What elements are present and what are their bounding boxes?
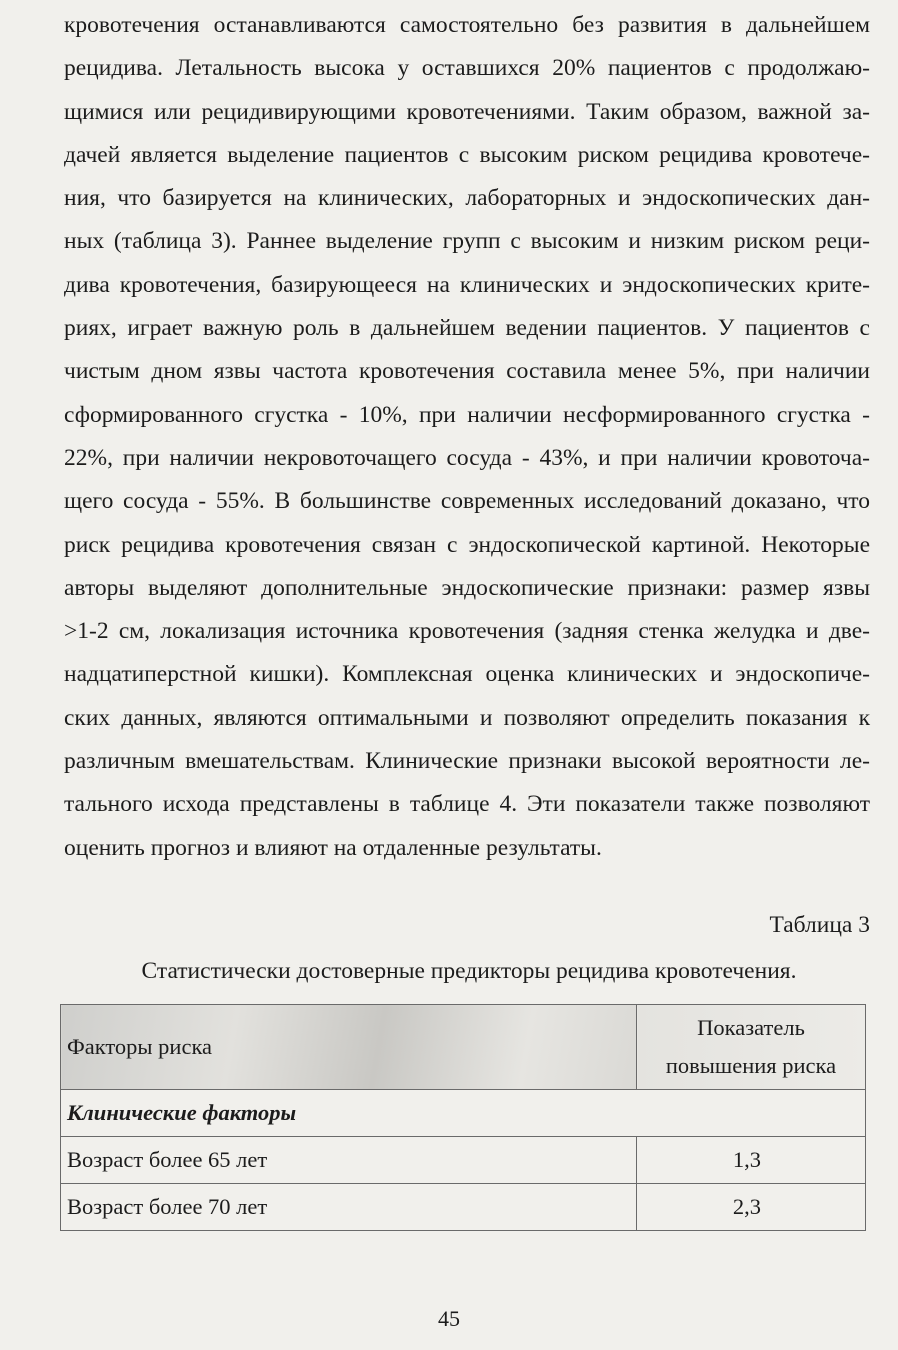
text-line: риях, играет важную роль в дальнейшем ведении пациентов. У пациентов с: [64, 315, 870, 342]
text-line: сформированного сгустка - 10%, при наличии несформированного сгустка -: [64, 401, 870, 428]
header-risk-index: [637, 1005, 866, 1090]
body-paragraph: [64, 4, 870, 870]
header-risk-index-line2: повышения риска: [665, 1053, 837, 1078]
table-row: [61, 1184, 866, 1231]
header-risk-index-line1: Показатель: [697, 1015, 805, 1040]
value-cell: 2,3: [637, 1184, 866, 1231]
factor-cell: Возраст более 65 лет: [61, 1137, 637, 1184]
text-line: рецидива. Летальность высока у оставшихся 20% пациентов с продолжаю-: [64, 55, 870, 82]
text-line: кровотечения останавливаются самостоятельно без развития в дальнейшем: [64, 12, 870, 38]
value-cell: 1,3: [637, 1137, 866, 1184]
text-line: риск рецидива кровотечения связан с эндоскопической картиной. Некоторые: [64, 531, 870, 558]
header-factors: Факторы риска: [61, 1005, 637, 1090]
text-line: ных (таблица 3). Раннее выделение групп с высоким и низким риском реци-: [64, 228, 870, 255]
text-line: чистым дном язвы частота кровотечения составила менее 5%, при наличии: [64, 358, 870, 385]
text-line: щего сосуда - 55%. В большинстве современных исследований доказано, что: [64, 488, 870, 515]
table-section-row: [61, 1090, 866, 1137]
table-label: Таблица 3: [769, 912, 870, 938]
text-line: дива кровотечения, базирующееся на клинических и эндоскопических крите-: [64, 271, 870, 298]
text-line: 22%, при наличии некровоточащего сосуда - 43%, и при наличии кровоточа-: [64, 444, 870, 471]
page-number: 45: [438, 1306, 460, 1331]
text-line: тального исхода представлены в таблице 4. Эти показатели также позволяют: [64, 791, 870, 818]
text-line: оценить прогноз и влияют на отдаленные результаты.: [64, 834, 602, 861]
text-line: >1-2 см, локализация источника кровотечения (задняя стенка желудка и две-: [64, 618, 870, 645]
section-clinical-factors: Клинические факторы: [61, 1090, 866, 1137]
table-header-row: [61, 1005, 866, 1090]
table-row: [61, 1137, 866, 1184]
text-line: ских данных, являются оптимальными и позволяют определить показания к: [64, 704, 870, 731]
text-line: щимися или рецидивирующими кровотечениями. Таким образом, важной за-: [64, 98, 870, 125]
risk-factors-table: [60, 1004, 866, 1231]
text-line: ния, что базируется на клинических, лабораторных и эндоскопических дан-: [64, 185, 870, 212]
table-caption: Статистически достоверные предикторы рецидива кровотечения.: [141, 958, 797, 984]
factor-cell: Возраст более 70 лет: [61, 1184, 637, 1231]
text-line: различным вмешательствам. Клинические признаки высокой вероятности ле-: [64, 748, 870, 775]
text-line: надцатиперстной кишки). Комплексная оценка клинических и эндоскопиче-: [64, 661, 870, 688]
text-line: дачей является выделение пациентов с высоким риском рецидива кровотече-: [64, 141, 870, 168]
text-line: авторы выделяют дополнительные эндоскопические признаки: размер язвы: [64, 574, 870, 601]
